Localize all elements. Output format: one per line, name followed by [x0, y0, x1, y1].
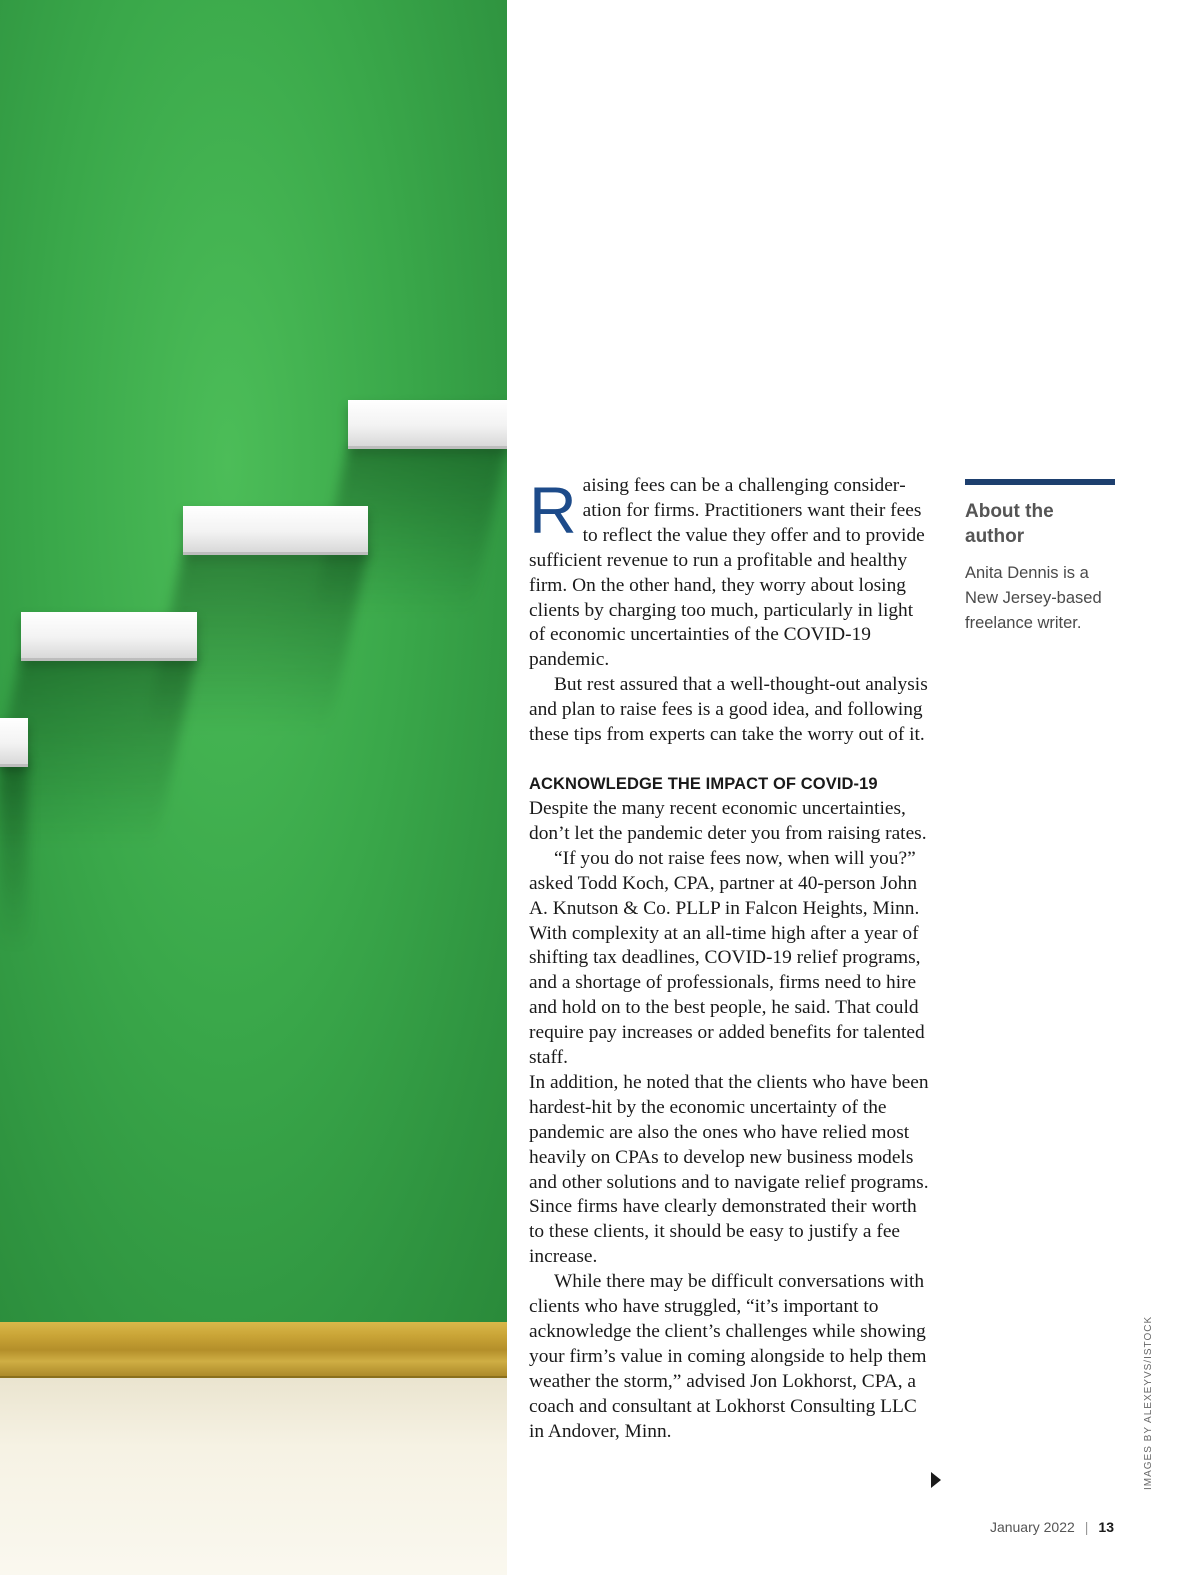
page-footer: [990, 1519, 1114, 1535]
sidebar-title: About the author: [965, 501, 1054, 547]
image-credit: IMAGES BY ALEXEYVS/ISTOCK: [1143, 1315, 1154, 1490]
floating-step: [0, 718, 28, 764]
hero-illustration: [0, 0, 507, 1575]
body-paragraph: While there may be difficult conversations with clients who have struggled, “it’s important to acknowledge the client’s challenges while showing your firm’s value in coming alongside to help them weather the storm,” advised Jon Lokhorst, CPA, a coach and consultant at Lokhorst Consulting LLC in Andover, Minn.: [529, 1271, 927, 1442]
intro-text: aising fees can be a challenging consideration for firms. Practitioners want their fees to reflect the value they offer and to provide sufficient revenue to run a profitable and healthy firm. On the other hand, they worry about losing clients by charging too much, particularly in light of economic uncertainties of the COVID-19 pandemic.: [529, 475, 925, 671]
section-heading: ACKNOWLEDGE THE IMPACT OF COVID-19: [529, 774, 878, 793]
continue-arrow-icon: [931, 1472, 941, 1488]
body-paragraph: “If you do not raise fees now, when will you?” asked Todd Koch, CPA, partner at 40-person John A. Knutson & Co. PLLP in Falcon Heights, Minn. With complexity at an all-time high after a year of shifting tax deadlines, COVID-19 relief programs, and a shortage of professionals, firms need to hire and hold on to the best people, he said. That could require pay increases or added benefits for talented staff.: [529, 847, 925, 1069]
floating-step: [183, 506, 368, 552]
footer-divider: |: [1084, 1519, 1089, 1535]
article-body: [529, 474, 931, 1445]
body-paragraph: In addition, he noted that the clients who have been hardest-hit by the economic uncertainty of the pandemic are also the ones who have relied most heavily on CPAs to develop new business models and other solutions and to navigate relief programs. Since firms have clearly demonstrated their worth to these clients, it should be easy to justify a fee increase.: [529, 1071, 929, 1268]
drop-cap: R: [529, 473, 577, 547]
sidebar-rule: [965, 479, 1115, 485]
intro-paragraph: [529, 474, 931, 673]
body-paragraph: Despite the many recent economic uncertainties, don’t let the pandemic deter you from raising rates.: [529, 797, 927, 844]
author-bio: Anita Dennis is a New Jersey-based freelance writer.: [965, 564, 1102, 632]
intro-paragraph-2: But rest assured that a well-thought-out analysis and plan to raise fees is a good idea, and following these tips from experts can take the worry out of it.: [529, 674, 928, 746]
floating-step: [348, 400, 507, 446]
baseboard: [0, 1322, 507, 1378]
floating-step: [21, 612, 197, 658]
step-shadow: [0, 758, 28, 948]
issue-date: January 2022: [989, 1519, 1075, 1535]
about-author-sidebar: [965, 479, 1115, 636]
floor: [0, 1378, 507, 1575]
page-number: 13: [1098, 1519, 1114, 1535]
